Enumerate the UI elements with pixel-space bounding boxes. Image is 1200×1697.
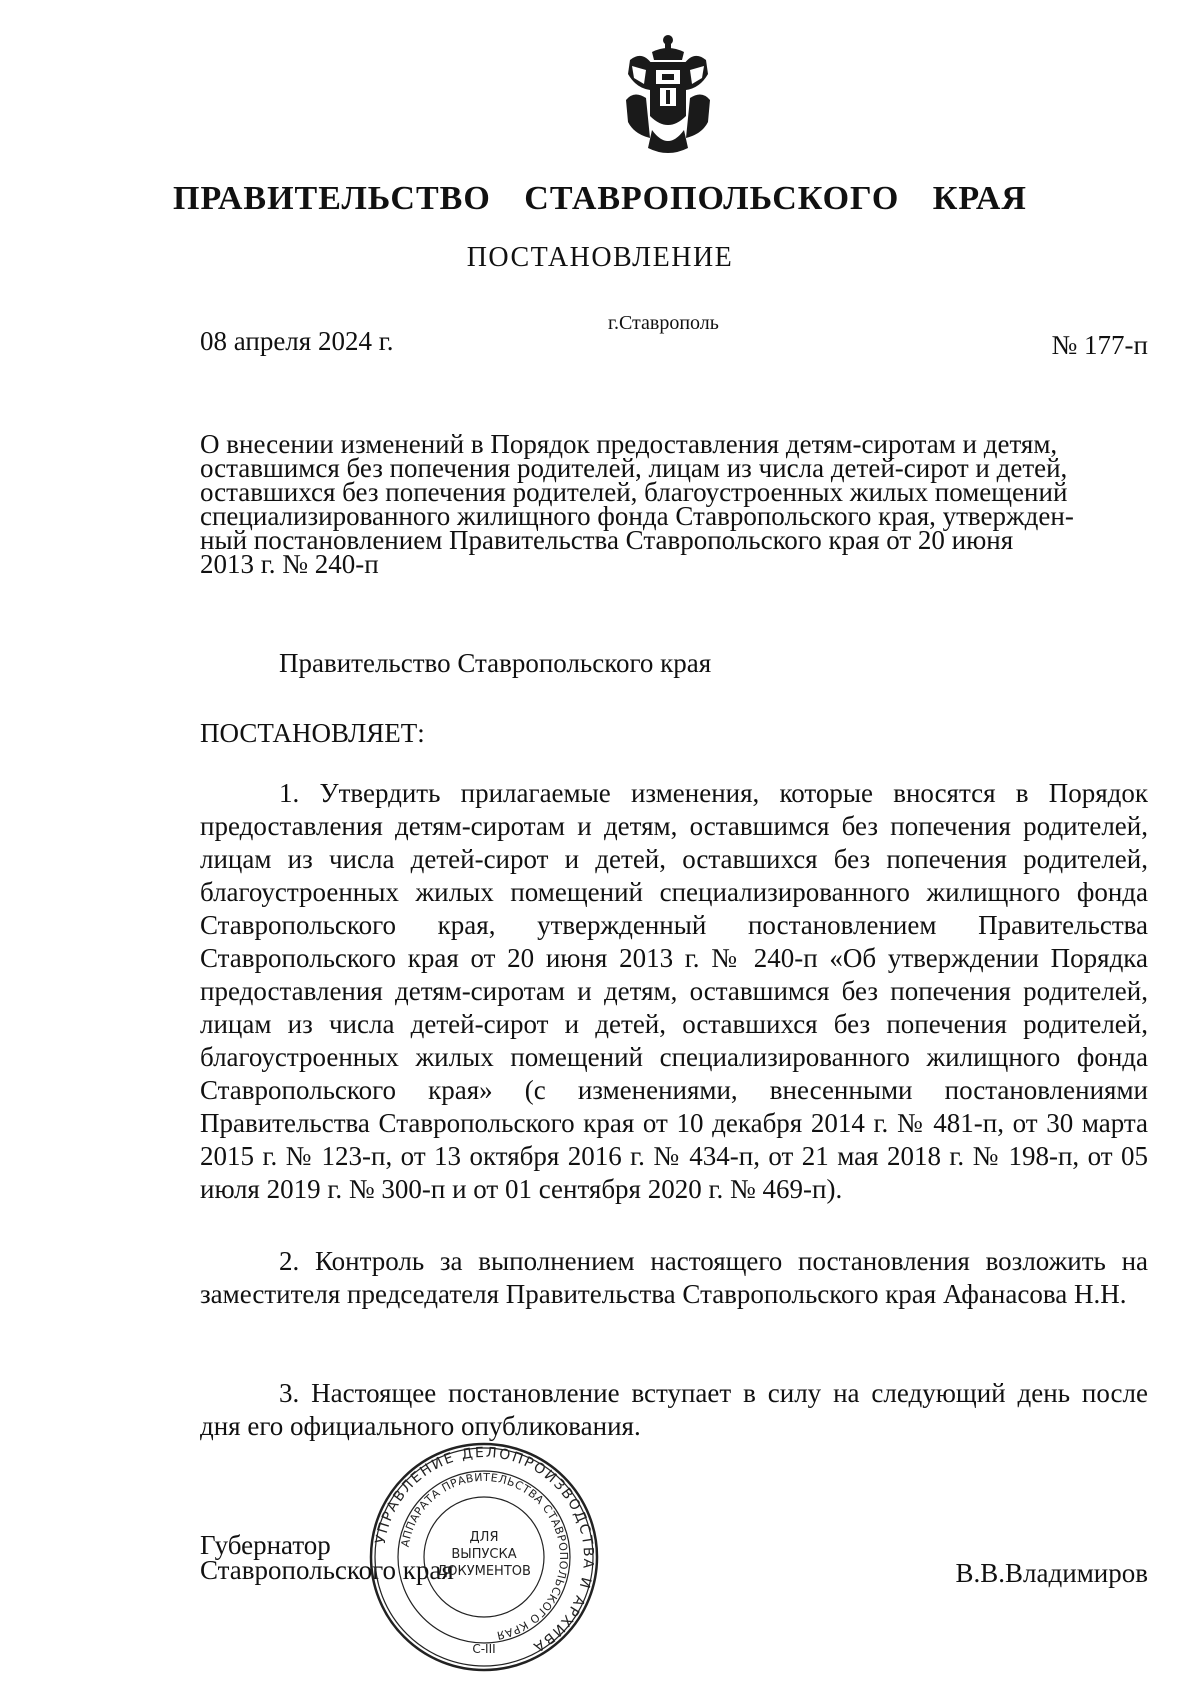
stamp-center-line3: ДОКУМЕНТОВ (437, 1564, 531, 1579)
stamp-center-line2: ВЫПУСКА (451, 1547, 517, 1562)
organization-title: ПРАВИТЕЛЬСТВО СТАВРОПОЛЬСКОГО КРАЯ (173, 180, 1027, 217)
stamp-center-line1: ДЛЯ (469, 1530, 499, 1545)
signer-name: В.В.Владимиров (955, 1558, 1148, 1588)
document-date: 08 апреля 2024 г. (200, 326, 394, 356)
stamp-inner-text: АППАРАТА ПРАВИТЕЛЬСТВА СТАВРОПОЛЬСКОГО КРАЯ (398, 1470, 571, 1642)
official-stamp (368, 1441, 600, 1673)
document-subject (200, 429, 1148, 579)
subject-line: специализированного жилищного фонда Ставропольского края, утвержден- (200, 501, 1074, 531)
subject-line: О внесении изменений в Порядок предоставления детям-сиротам и детям, (200, 429, 1058, 459)
stamp-code: С-III (472, 1642, 496, 1656)
document-type: ПОСТАНОВЛЕНИЕ (466, 242, 734, 273)
subject-line: оставшихся без попечения родителей, благоустроенных жилых помещений (200, 477, 1068, 507)
signer-title-line2: Ставропольского края (200, 1555, 454, 1585)
subject-line: ный постановлением Правительства Ставропольского края от 20 июня (200, 525, 1014, 555)
signer-title-line1: Губернатор (200, 1530, 331, 1560)
coat-of-arms-icon (622, 30, 714, 158)
stamp-outer-text: УПРАВЛЕНИЕ ДЕЛОПРОИЗВОДСТВА И АРХИВА (372, 1444, 597, 1656)
document-city: г.Ставрополь (608, 312, 719, 334)
subject-line: 2013 г. № 240-п (200, 549, 379, 579)
government-line: Правительство Ставропольского края (279, 648, 712, 678)
subject-line: оставшимся без попечения родителей, лицам из числа детей-сирот и детей, (200, 453, 1068, 483)
paragraph-1: 1. Утвердить прилагаемые изменения, которые вносятся в Порядок предоставления детям-сиротам и детям, оставшимся без попечения родителей, лицам из числа детей-сирот и детей, оставшихся без попечения родителей, благоустроенных жилых помещений специализированного жилищного фонда Ставропольского края, утвержденный постановлением Правительства Ставропольского края от 20 июня 2013 г. № 240-п «Об утверждении Порядка предоставления детям-сиротам и детям, оставшимся без попечения родителей, лицам из числа детей-сирот и детей, оставшихся без попечения родителей, благоустроенных жилых помещений специализированного жилищного фонда Ставропольского края» (с изменениями, внесенными постановлениями Правительства Ставропольского края от 10 декабря 2014 г. № 481-п, от 30 марта 2015 г. № 123-п, от 13 октября 2016 г. № 434-п, от 21 мая 2018 г. № 198-п, от 05 июля 2019 г. № 300-п и от 01 сентября 2020 г. № 469-п). (200, 778, 1148, 1204)
paragraph-2: 2. Контроль за выполнением настоящего постановления возложить на заместителя председателя Правительства Ставропольского края Афанасова Н.Н. (200, 1246, 1148, 1309)
paragraph-3: 3. Настоящее постановление вступает в силу на следующий день после дня его официального опубликования. (200, 1378, 1148, 1441)
resolves-heading: ПОСТАНОВЛЯЕТ: (200, 718, 425, 748)
document-number: № 177-п (1051, 330, 1148, 360)
